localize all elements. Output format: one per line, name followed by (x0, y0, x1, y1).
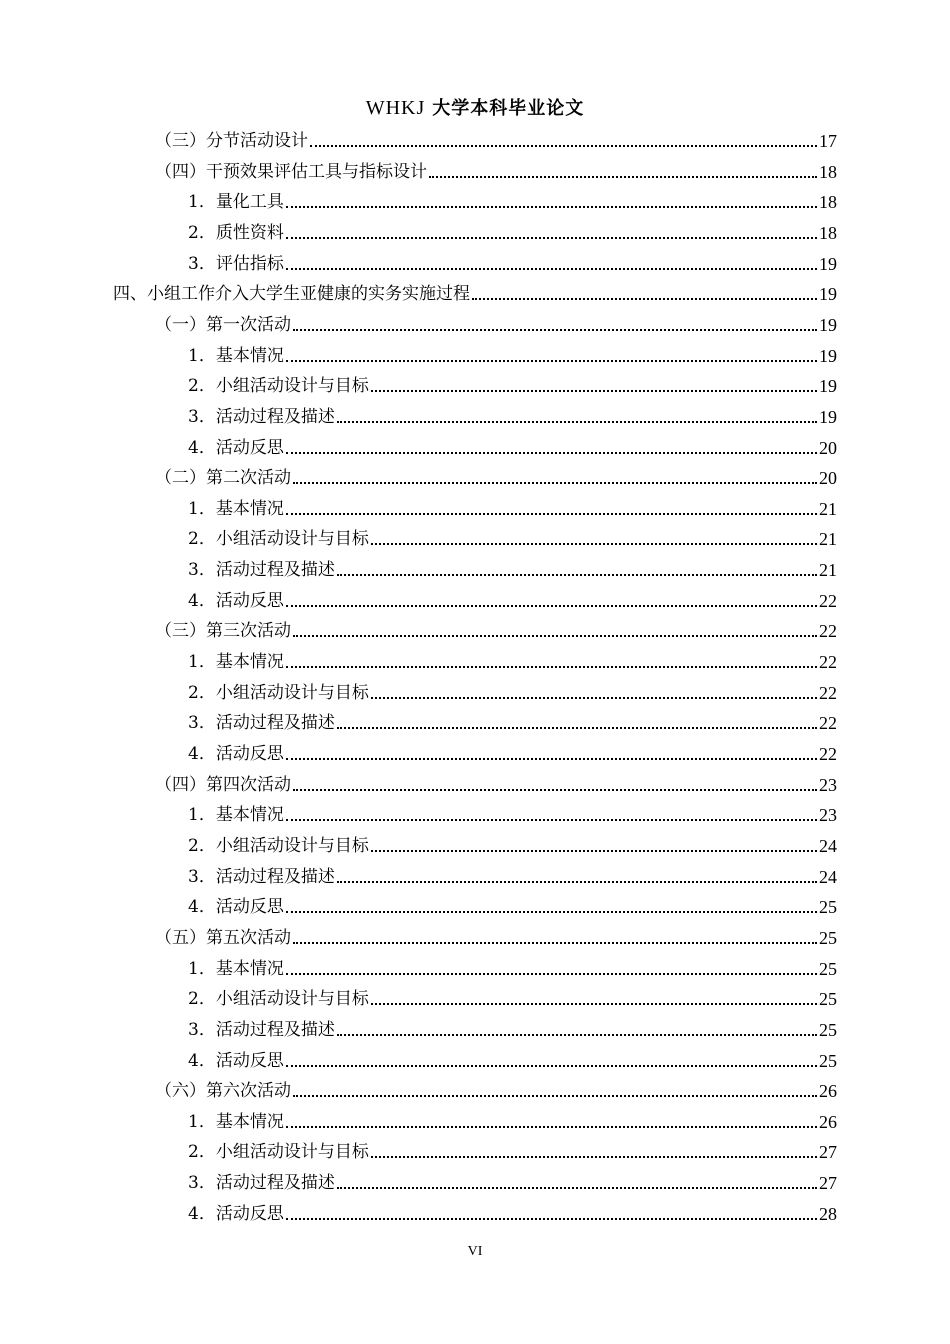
toc-dot-leader (286, 267, 817, 270)
toc-entry[interactable] (155, 459, 837, 489)
toc-entry-label: 2．小组活动设计与目标 (188, 1142, 369, 1163)
toc-entry-label: （四）干预效果评估工具与指标设计 (155, 161, 427, 182)
toc-entry[interactable] (188, 520, 837, 550)
toc-entry-page: 21 (819, 560, 837, 581)
toc-entry-label: （一）第一次活动 (155, 314, 291, 335)
toc-entry[interactable] (188, 214, 837, 244)
toc-dot-leader (293, 788, 817, 791)
toc-entry-label: 1．量化工具 (188, 192, 284, 213)
toc-entry-page: 26 (819, 1081, 837, 1102)
toc-entry-label: （三）分节活动设计 (155, 131, 308, 151)
toc-entry-label: 4．活动反思 (188, 1203, 284, 1224)
toc-dot-leader (286, 359, 817, 362)
toc-entry-label: 4．活动反思 (188, 897, 284, 918)
toc-entry-label: 2．小组活动设计与目标 (188, 376, 369, 397)
toc-dot-leader (371, 849, 817, 852)
toc-entry[interactable] (188, 888, 837, 918)
toc-entry[interactable] (188, 827, 837, 857)
toc-entry[interactable] (188, 429, 837, 459)
toc-dot-leader (337, 1186, 817, 1189)
toc-entry[interactable] (188, 1103, 837, 1133)
toc-entry[interactable] (188, 950, 837, 980)
toc-entry[interactable] (155, 919, 837, 949)
toc-entry[interactable] (155, 1072, 837, 1102)
toc-entry[interactable] (188, 674, 837, 704)
toc-entry-page: 24 (819, 866, 837, 887)
toc-entry-label: 1．基本情况 (188, 1111, 284, 1132)
toc-entry-page: 19 (819, 284, 837, 305)
toc-dot-leader (472, 297, 817, 300)
toc-entry[interactable] (155, 122, 837, 152)
toc-entry-page: 25 (819, 1050, 837, 1071)
toc-dot-leader (293, 328, 817, 331)
toc-entry-page: 25 (819, 1019, 837, 1040)
toc-dot-leader (286, 451, 817, 454)
toc-entry-page: 25 (819, 897, 837, 918)
toc-dot-leader (337, 880, 817, 883)
toc-entry-label: 2．小组活动设计与目标 (188, 529, 369, 550)
toc-dot-leader (286, 972, 817, 975)
toc-entry[interactable] (188, 980, 837, 1010)
toc-entry-label: 3．活动过程及描述 (188, 406, 335, 427)
toc-entry-label: （四）第四次活动 (155, 774, 291, 795)
toc-dot-leader (371, 389, 817, 392)
page-header (0, 94, 950, 120)
toc-dot-leader (337, 726, 817, 729)
toc-dot-leader (286, 205, 817, 208)
toc-dot-leader (337, 573, 817, 576)
toc-entry[interactable] (155, 153, 837, 183)
toc-entry-label: 3．活动过程及描述 (188, 1019, 335, 1040)
toc-entry[interactable] (188, 337, 837, 367)
toc-dot-leader (371, 1002, 817, 1005)
toc-entry[interactable] (188, 858, 837, 888)
toc-entry-label: 1．基本情况 (188, 805, 284, 826)
toc-entry-page: 19 (819, 314, 837, 335)
toc-entry-page: 20 (819, 437, 837, 458)
toc-entry-page: 25 (819, 989, 837, 1010)
toc-dot-leader (286, 818, 817, 821)
toc-entry-page: 19 (819, 406, 837, 427)
toc-entry-page: 20 (819, 468, 837, 489)
footer-page-number: VI (467, 1244, 483, 1259)
toc-entry[interactable] (188, 245, 837, 275)
toc-dot-leader (286, 910, 817, 913)
toc-dot-leader (286, 1064, 817, 1067)
toc-entry-page: 21 (819, 529, 837, 550)
toc-entry[interactable] (188, 704, 837, 734)
toc-entry-page: 18 (819, 222, 837, 243)
toc-entry-label: 3．活动过程及描述 (188, 866, 335, 887)
toc-entry-page: 22 (819, 744, 837, 764)
toc-entry-label: 3．活动过程及描述 (188, 713, 335, 734)
toc-entry-label: 1．基本情况 (188, 958, 284, 979)
toc-entry-label: 2．小组活动设计与目标 (188, 835, 369, 856)
toc-entry-label: 1．基本情况 (188, 498, 284, 519)
toc-dot-leader (286, 236, 817, 239)
toc-dot-leader (310, 144, 817, 147)
toc-entry-page: 22 (819, 682, 837, 703)
toc-entry[interactable] (188, 1164, 837, 1194)
toc-entry[interactable] (155, 306, 837, 336)
toc-entry-label: （五）第五次活动 (155, 927, 291, 948)
toc-entry-page: 26 (819, 1111, 837, 1132)
toc-entry[interactable] (188, 1195, 837, 1225)
toc-entry[interactable] (155, 766, 837, 796)
toc-dot-leader (293, 481, 817, 484)
header-title: 大学本科毕业论文 (432, 98, 585, 119)
toc-entry[interactable] (188, 551, 837, 581)
toc-entry-label: 3．活动过程及描述 (188, 560, 335, 581)
toc-entry-page: 27 (819, 1173, 837, 1194)
toc-entry[interactable] (188, 183, 837, 213)
toc-entry-page: 19 (819, 345, 837, 366)
toc-entry[interactable] (188, 582, 837, 612)
toc-entry-page: 27 (819, 1142, 837, 1163)
toc-entry-page: 25 (819, 927, 837, 948)
toc-entry-page: 21 (819, 498, 837, 519)
toc-entry-label: 3．活动过程及描述 (188, 1173, 335, 1194)
toc-entry-page: 19 (819, 376, 837, 397)
toc-dot-leader (371, 542, 817, 545)
toc-entry-page: 22 (819, 652, 837, 673)
toc-entry-label: （二）第二次活动 (155, 468, 291, 489)
toc-dot-leader (337, 1033, 817, 1036)
toc-dot-leader (429, 175, 817, 178)
toc-entry-label: 2．质性资料 (188, 222, 284, 243)
toc-entry-label: （三）第三次活动 (155, 621, 291, 642)
toc-entry[interactable] (188, 796, 837, 826)
toc-entry[interactable] (155, 612, 837, 642)
toc-entry-label: 4．活动反思 (188, 1050, 284, 1071)
toc-entry[interactable] (188, 643, 837, 673)
toc-entry[interactable] (188, 367, 837, 397)
toc-dot-leader (293, 634, 817, 637)
header-brand: WHKJ (365, 97, 426, 119)
toc-entry-label: 2．小组活动设计与目标 (188, 989, 369, 1010)
toc-entry-page: 18 (819, 161, 837, 182)
toc-entry-label: 2．小组活动设计与目标 (188, 682, 369, 703)
toc-dot-leader (337, 420, 817, 423)
toc-dot-leader (371, 696, 817, 699)
toc-entry[interactable] (188, 1133, 837, 1163)
toc-dot-leader (286, 1125, 817, 1128)
toc-entry-page: 22 (819, 621, 837, 642)
toc-dot-leader (286, 757, 817, 760)
toc-entry-page: 22 (819, 590, 837, 611)
toc-entry-label: （六）第六次活动 (155, 1081, 291, 1102)
toc-dot-leader (293, 941, 817, 944)
toc-entry-label: 4．活动反思 (188, 590, 284, 611)
toc-entry-page: 28 (819, 1203, 837, 1224)
toc-entry-page: 18 (819, 192, 837, 213)
toc-entry-page: 23 (819, 774, 837, 795)
toc-entry-page: 25 (819, 958, 837, 979)
toc-entry[interactable] (188, 398, 837, 428)
toc-dot-leader (286, 604, 817, 607)
toc-dot-leader (286, 665, 817, 668)
toc-dot-leader (371, 1155, 817, 1158)
toc-dot-leader (286, 512, 817, 515)
toc-entry-label: 4．活动反思 (188, 744, 284, 764)
toc-entry-label: 1．基本情况 (188, 345, 284, 366)
toc-entry[interactable] (188, 1011, 837, 1041)
toc-entry-page: 22 (819, 713, 837, 734)
toc-entry-label: 四、小组工作介入大学生亚健康的实务实施过程 (113, 284, 470, 305)
toc-entry-page: 17 (819, 131, 837, 151)
toc-entry-page: 23 (819, 805, 837, 826)
toc-entry[interactable] (188, 735, 837, 765)
toc-entry[interactable] (113, 275, 837, 305)
toc-entry[interactable] (188, 1042, 837, 1072)
toc-entry-page: 19 (819, 253, 837, 274)
toc-entry[interactable] (188, 490, 837, 520)
toc-dot-leader (286, 1217, 817, 1220)
toc-entry-label: 4．活动反思 (188, 437, 284, 458)
toc-dot-leader (293, 1094, 817, 1097)
toc-entry-page: 24 (819, 835, 837, 856)
toc-entry-label: 1．基本情况 (188, 652, 284, 673)
toc-entry-label: 3．评估指标 (188, 253, 284, 274)
